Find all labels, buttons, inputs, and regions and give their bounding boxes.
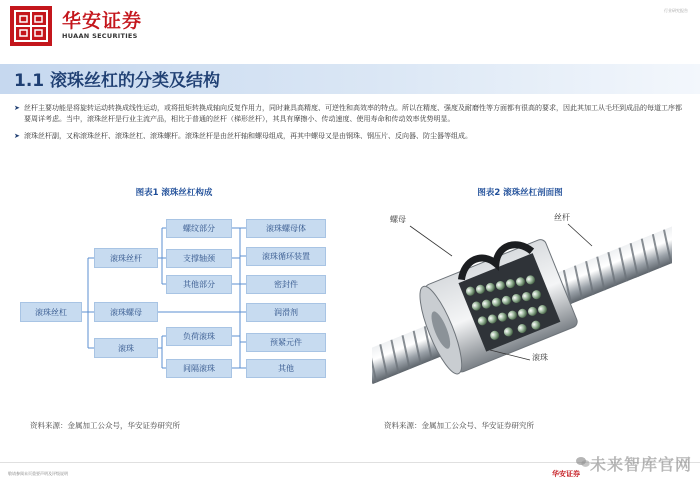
node-ball-nut: 滚珠螺母	[94, 302, 158, 322]
footer-disclaimer: 敬请参阅末页重要声明及评级说明	[8, 471, 68, 476]
bullet-list	[14, 103, 686, 148]
figure1-title: 图表1 滚珠丝杠构成	[135, 188, 213, 198]
node-ball-screw: 滚珠丝杠	[20, 302, 82, 322]
node-lubricant: 润滑剂	[246, 303, 326, 322]
structure-diagram	[14, 200, 334, 390]
bullet-text: 丝杆主要功能是将旋转运动转换成线性运动，或将扭矩转换成轴向反复作用力，同时兼具高精度、可逆性和高效率的特点。所以在精度、强度及耐磨性等方面都有很高的要求，因此其加工从毛坯到成品的每道工序都要周详考虑。当中，滚珠丝杆是行业主流产品，相比于普通的丝杆（梯形丝杆），其具有摩擦小、传动速度、使用寿命和传动效率优势明显。	[24, 104, 682, 123]
node-screw-shaft: 滚珠丝杆	[94, 248, 158, 268]
node-other-part: 其他部分	[166, 275, 232, 294]
logo-mark-icon	[10, 6, 52, 46]
figure2-title: 图表2 滚珠丝杠剖面图	[477, 188, 563, 198]
bullet-item	[14, 103, 686, 125]
node-load-ball: 负荷滚珠	[166, 327, 232, 346]
watermark-wechat-icon	[576, 456, 590, 468]
bullet-arrow-icon: ➤	[14, 132, 20, 140]
cutaway-illustration	[372, 200, 672, 390]
brand-logo	[10, 6, 52, 46]
node-spacer-ball: 间隔滚珠	[166, 359, 232, 378]
label-ball: 滚珠	[532, 353, 548, 362]
node-seal: 密封件	[246, 275, 326, 294]
figure2-source: 资料来源：金属加工公众号、华安证券研究所	[384, 421, 534, 430]
page-title: 1.1 滚珠丝杠的分类及结构	[14, 71, 221, 91]
label-screw: 丝杆	[554, 213, 570, 222]
node-nut-body: 滚珠螺母体	[246, 219, 326, 238]
bullet-text: 滚珠丝杆副，又称滚珠丝杆、滚珠丝杠、滚珠螺杆。滚珠丝杆是由丝杆轴和螺母组成，再其中螺母又是由钢珠、钢压片、反向器、防尘器等组成。	[24, 132, 472, 140]
brand-name-en: HUAAN SECURITIES	[62, 32, 138, 40]
node-ball: 滚珠	[94, 338, 158, 358]
bullet-arrow-icon: ➤	[14, 104, 20, 112]
footer-brand: 华安证券	[552, 470, 580, 478]
bullet-item	[14, 131, 686, 142]
watermark-text: 未来智库官网	[589, 455, 692, 474]
figure1-source: 资料来源：金属加工公众号，华安证券研究所	[30, 421, 180, 430]
node-circulation-device: 滚珠循环装置	[246, 247, 326, 266]
label-nut: 螺母	[390, 215, 406, 224]
brand-name-cn: 华安证券	[62, 10, 143, 32]
node-thread-part: 螺纹部分	[166, 219, 232, 238]
node-other: 其他	[246, 359, 326, 378]
report-type-tag: 行业研究报告	[664, 8, 688, 13]
ball-screw-cutaway-image	[372, 200, 672, 390]
node-support-journal: 支撑轴颈	[166, 249, 232, 268]
node-preload-element: 预紧元件	[246, 333, 326, 352]
